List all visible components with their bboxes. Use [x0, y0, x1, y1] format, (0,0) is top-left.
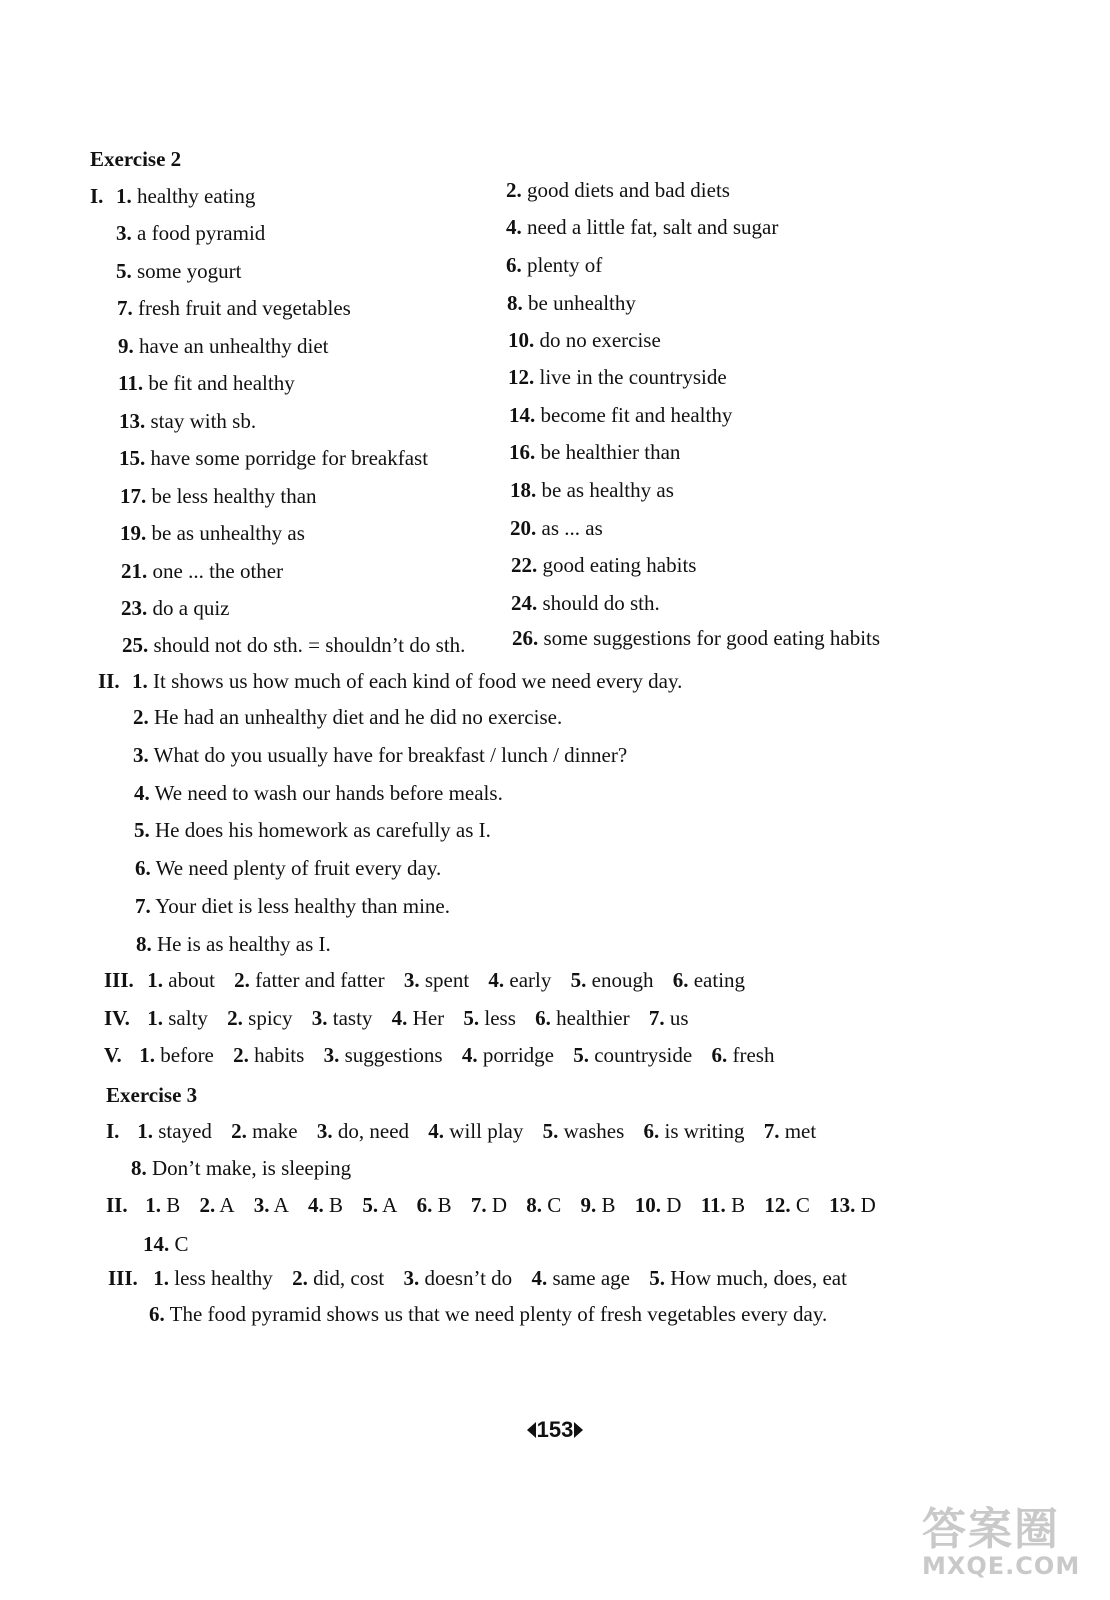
- item-text: enough: [591, 968, 654, 992]
- answer-line: [104, 1045, 774, 1066]
- inline-answer: [139, 1043, 214, 1067]
- inline-answer: [531, 1266, 630, 1290]
- item-text: should not do sth. = shouldn’t do sth.: [153, 633, 466, 657]
- inline-answer: [463, 1006, 516, 1030]
- answer-line: [134, 783, 503, 804]
- item-text: What do you usually have for breakfast / lunch / dinner?: [153, 743, 628, 767]
- item-text: B: [437, 1193, 452, 1217]
- inline-answer: [417, 1193, 452, 1217]
- item-text: porridge: [482, 1043, 554, 1067]
- section-label: III.: [104, 968, 134, 992]
- item-number: 2.: [199, 1193, 216, 1217]
- item-number: 2.: [231, 1119, 247, 1143]
- item-number: 2.: [233, 1043, 249, 1067]
- item-number: 14.: [143, 1232, 170, 1256]
- answer-line: [509, 442, 680, 463]
- section-label: IV.: [104, 1006, 130, 1030]
- item-number: 6.: [506, 253, 522, 277]
- item-number: 5.: [362, 1193, 379, 1217]
- answer-line: [121, 561, 283, 582]
- item-text: be as healthy as: [541, 478, 674, 502]
- answer-line: [90, 186, 255, 207]
- item-text: early: [509, 968, 552, 992]
- item-text: be fit and healthy: [148, 371, 295, 395]
- answer-line: [134, 820, 491, 841]
- item-number: 10.: [508, 328, 535, 352]
- item-number: 6.: [135, 856, 151, 880]
- inline-answer: [571, 968, 654, 992]
- item-text: have some porridge for breakfast: [150, 446, 429, 470]
- inline-answer: [324, 1043, 443, 1067]
- watermark-mark: 答案圈: [922, 1504, 1060, 1555]
- item-text: met: [784, 1119, 817, 1143]
- answer-line: [116, 261, 241, 282]
- item-number: 4.: [461, 1043, 478, 1067]
- item-number: 6.: [535, 1006, 551, 1030]
- item-text: washes: [563, 1119, 625, 1143]
- inline-answer: [428, 1119, 523, 1143]
- inline-answer: [153, 1266, 273, 1290]
- inline-answer: [317, 1119, 409, 1143]
- page-number: [0, 1417, 1110, 1443]
- answer-line: [117, 298, 351, 319]
- item-number: 6.: [643, 1119, 660, 1143]
- item-number: 10.: [634, 1193, 662, 1217]
- inline-answer: [200, 1193, 235, 1217]
- inline-answer: [644, 1119, 745, 1143]
- item-number: 21.: [121, 559, 148, 583]
- inline-answer: [649, 1266, 847, 1290]
- item-number: 23.: [121, 596, 148, 620]
- item-number: 16.: [509, 440, 536, 464]
- item-text: fresh: [732, 1043, 775, 1067]
- answer-line: [118, 336, 329, 357]
- item-text: spicy: [248, 1006, 293, 1030]
- item-number: 8.: [131, 1156, 147, 1180]
- item-text: healthier: [556, 1006, 630, 1030]
- inline-answer: [227, 1006, 292, 1030]
- item-number: 13.: [829, 1193, 856, 1217]
- inline-answer: [292, 1266, 384, 1290]
- item-number: 4.: [488, 968, 505, 992]
- item-text: The food pyramid shows us that we need plenty of fresh vegetables every day.: [169, 1302, 828, 1326]
- item-number: 5.: [573, 1043, 589, 1067]
- item-number: 5.: [570, 968, 587, 992]
- inline-answer: [145, 1193, 180, 1217]
- item-text: did, cost: [313, 1266, 385, 1290]
- item-number: 2.: [292, 1266, 308, 1290]
- item-number: 5.: [463, 1006, 480, 1030]
- inline-answer: [535, 1006, 629, 1030]
- answer-line: [106, 1121, 816, 1142]
- item-number: 11.: [118, 371, 144, 395]
- item-text: Don’t make, is sleeping: [152, 1156, 352, 1180]
- item-text: a food pyramid: [137, 221, 266, 245]
- item-text: B: [731, 1193, 746, 1217]
- item-text: be unhealthy: [528, 291, 636, 315]
- left-triangle-icon: [527, 1422, 536, 1438]
- answer-line: [506, 180, 730, 201]
- inline-answer: [581, 1193, 616, 1217]
- item-number: 7.: [470, 1193, 487, 1217]
- answer-line: [143, 1234, 189, 1255]
- item-number: 12.: [508, 365, 535, 389]
- inline-answer: [362, 1193, 397, 1217]
- item-text: Her: [412, 1006, 445, 1030]
- inline-answer: [471, 1193, 507, 1217]
- item-text: less healthy: [174, 1266, 273, 1290]
- inline-answer: [649, 1006, 689, 1030]
- item-text: He had an unhealthy diet and he did no exercise.: [154, 705, 563, 729]
- item-text: B: [601, 1193, 616, 1217]
- item-text: need a little fat, salt and sugar: [527, 215, 779, 239]
- item-text: habits: [254, 1043, 305, 1067]
- item-number: 22.: [511, 553, 538, 577]
- inline-answer: [147, 968, 215, 992]
- answer-line: [506, 217, 778, 238]
- answer-line: [511, 593, 660, 614]
- item-text: He is as healthy as I.: [157, 932, 331, 956]
- item-text: make: [252, 1119, 298, 1143]
- item-number: 5.: [116, 259, 132, 283]
- item-number: 12.: [764, 1193, 791, 1217]
- section-label: II.: [106, 1193, 128, 1217]
- item-text: some yogurt: [137, 259, 242, 283]
- inline-answer: [312, 1006, 373, 1030]
- item-number: 1.: [116, 184, 132, 208]
- item-text: D: [666, 1193, 682, 1217]
- inline-answer: [829, 1193, 876, 1217]
- item-text: fresh fruit and vegetables: [138, 296, 351, 320]
- item-number: 1.: [132, 669, 148, 693]
- answer-line: [131, 1158, 351, 1179]
- item-number: 1.: [147, 968, 163, 992]
- inline-answer: [462, 1043, 554, 1067]
- answer-line: [120, 523, 305, 544]
- inline-answer: [392, 1006, 444, 1030]
- answer-line: [108, 1268, 847, 1289]
- item-number: 14.: [509, 403, 536, 427]
- item-number: 18.: [510, 478, 537, 502]
- item-text: D: [491, 1193, 508, 1217]
- item-text: about: [168, 968, 215, 992]
- item-text: We need plenty of fruit every day.: [155, 856, 442, 880]
- item-text: be healthier than: [540, 440, 681, 464]
- section-label: I.: [90, 184, 104, 208]
- item-text: be as unhealthy as: [151, 521, 305, 545]
- answer-line: [135, 896, 450, 917]
- item-text: stay with sb.: [150, 409, 257, 433]
- answer-line: [121, 598, 229, 619]
- item-text: healthy eating: [137, 184, 256, 208]
- item-text: salty: [168, 1006, 208, 1030]
- answer-line: [136, 934, 331, 955]
- item-number: 7.: [135, 894, 151, 918]
- item-text: will play: [449, 1119, 524, 1143]
- item-text: plenty of: [527, 253, 603, 277]
- item-text: same age: [552, 1266, 630, 1290]
- item-text: should do sth.: [542, 591, 660, 615]
- item-number: 1.: [147, 1006, 163, 1030]
- item-number: 1.: [139, 1043, 155, 1067]
- item-number: 4.: [506, 215, 522, 239]
- answer-line: [510, 518, 603, 539]
- item-text: as ... as: [541, 516, 603, 540]
- item-text: countryside: [594, 1043, 693, 1067]
- item-text: How much, does, eat: [670, 1266, 847, 1290]
- answer-line: [118, 373, 295, 394]
- inline-answer: [526, 1193, 561, 1217]
- item-text: be less healthy than: [151, 484, 317, 508]
- item-text: good eating habits: [542, 553, 697, 577]
- item-text: us: [669, 1006, 689, 1030]
- item-text: D: [860, 1193, 876, 1217]
- item-text: do, need: [337, 1119, 410, 1143]
- section-label: III.: [108, 1266, 138, 1290]
- item-text: B: [329, 1193, 344, 1217]
- inline-answer: [308, 1193, 343, 1217]
- item-number: 5.: [649, 1266, 665, 1290]
- inline-answer: [543, 1119, 625, 1143]
- item-number: 3.: [133, 743, 149, 767]
- item-text: tasty: [332, 1006, 373, 1030]
- item-number: 19.: [120, 521, 147, 545]
- watermark-site: MXQE.COM: [922, 1552, 1081, 1580]
- item-text: become fit and healthy: [540, 403, 733, 427]
- inline-answer: [137, 1119, 212, 1143]
- item-text: do a quiz: [152, 596, 230, 620]
- inline-answer: [254, 1193, 289, 1217]
- item-text: have an unhealthy diet: [139, 334, 329, 358]
- inline-answer: [711, 1043, 774, 1067]
- item-number: 7.: [648, 1006, 665, 1030]
- item-number: 3.: [116, 221, 132, 245]
- inline-answer: [147, 1006, 208, 1030]
- item-number: 15.: [119, 446, 146, 470]
- right-triangle-icon: [574, 1422, 583, 1438]
- item-text: good diets and bad diets: [527, 178, 730, 202]
- item-number: 2.: [234, 968, 250, 992]
- item-text: fatter and fatter: [255, 968, 385, 992]
- inline-answer: [404, 968, 469, 992]
- answer-line: [119, 448, 428, 469]
- answer-line: [511, 555, 696, 576]
- item-number: 2.: [506, 178, 522, 202]
- item-number: 4.: [134, 781, 150, 805]
- item-number: 5.: [542, 1119, 559, 1143]
- answer-line: [98, 671, 682, 692]
- item-number: 9.: [118, 334, 134, 358]
- inline-answer: [701, 1193, 745, 1217]
- item-text: doesn’t do: [424, 1266, 513, 1290]
- answer-line: [512, 628, 880, 649]
- section-label: V.: [104, 1043, 122, 1067]
- inline-answer: [233, 1043, 304, 1067]
- inline-answer: [234, 968, 384, 992]
- item-number: 4.: [531, 1266, 548, 1290]
- item-number: 6.: [711, 1043, 728, 1067]
- item-text: A: [273, 1193, 289, 1217]
- answer-line: [119, 411, 256, 432]
- item-number: 9.: [580, 1193, 597, 1217]
- item-number: 1.: [137, 1119, 153, 1143]
- answer-line: [104, 1008, 689, 1029]
- item-number: 8.: [136, 932, 152, 956]
- answer-line: [135, 858, 441, 879]
- item-text: C: [547, 1193, 562, 1217]
- item-text: some suggestions for good eating habits: [543, 626, 881, 650]
- answer-line: [106, 1195, 876, 1216]
- exercise-2-heading: Exercise 2: [90, 147, 182, 171]
- answer-line: [122, 635, 465, 656]
- inline-answer: [403, 1266, 512, 1290]
- item-number: 3.: [311, 1006, 328, 1030]
- answer-line: [509, 405, 732, 426]
- item-number: 24.: [511, 591, 538, 615]
- item-number: 1.: [153, 1266, 169, 1290]
- item-text: B: [166, 1193, 181, 1217]
- item-text: A: [382, 1193, 398, 1217]
- item-text: live in the countryside: [539, 365, 727, 389]
- item-number: 8.: [526, 1193, 543, 1217]
- inline-answer: [764, 1193, 810, 1217]
- item-number: 3.: [253, 1193, 270, 1217]
- item-text: C: [174, 1232, 189, 1256]
- item-number: 5.: [134, 818, 150, 842]
- item-number: 4.: [308, 1193, 324, 1217]
- item-number: 25.: [122, 633, 149, 657]
- inline-answer: [673, 968, 745, 992]
- answer-line: [133, 707, 562, 728]
- item-number: 26.: [512, 626, 539, 650]
- item-text: suggestions: [344, 1043, 443, 1067]
- inline-answer: [231, 1119, 297, 1143]
- answer-line: [508, 330, 661, 351]
- item-number: 4.: [391, 1006, 408, 1030]
- answer-line: [133, 745, 627, 766]
- inline-answer: [635, 1193, 682, 1217]
- item-text: before: [160, 1043, 214, 1067]
- item-number: 3.: [316, 1119, 333, 1143]
- item-number: 2.: [227, 1006, 243, 1030]
- item-text: We need to wash our hands before meals.: [154, 781, 503, 805]
- item-number: 8.: [507, 291, 523, 315]
- item-number: 3.: [403, 1266, 420, 1290]
- item-number: 11.: [700, 1193, 726, 1217]
- item-number: 7.: [763, 1119, 780, 1143]
- item-text: stayed: [158, 1119, 212, 1143]
- item-text: spent: [424, 968, 470, 992]
- item-text: do no exercise: [539, 328, 661, 352]
- item-number: 2.: [133, 705, 149, 729]
- item-text: He does his homework as carefully as I.: [155, 818, 491, 842]
- item-text: Your diet is less healthy than mine.: [155, 894, 450, 918]
- item-number: 17.: [120, 484, 147, 508]
- answer-line: [508, 367, 727, 388]
- item-number: 3.: [403, 968, 420, 992]
- item-text: C: [795, 1193, 810, 1217]
- answer-line: [510, 480, 674, 501]
- item-number: 4.: [428, 1119, 445, 1143]
- item-number: 13.: [119, 409, 146, 433]
- item-number: 7.: [117, 296, 133, 320]
- item-number: 6.: [416, 1193, 433, 1217]
- answer-line: [120, 486, 317, 507]
- exercise-3-heading: Exercise 3: [106, 1083, 198, 1107]
- section-label: I.: [106, 1119, 120, 1143]
- answer-line: [116, 223, 265, 244]
- answer-line: [149, 1304, 827, 1325]
- item-number: 1.: [145, 1193, 161, 1217]
- watermark-logo: [922, 1504, 1092, 1588]
- item-number: 6.: [672, 968, 689, 992]
- answer-line: [506, 255, 602, 276]
- item-text: one ... the other: [152, 559, 284, 583]
- item-number: 3.: [323, 1043, 340, 1067]
- item-number: 6.: [149, 1302, 165, 1326]
- page-number-value: 153: [536, 1417, 574, 1442]
- answer-line: [104, 970, 745, 991]
- item-number: 20.: [510, 516, 537, 540]
- inline-answer: [764, 1119, 817, 1143]
- item-text: less: [484, 1006, 516, 1030]
- item-text: eating: [693, 968, 746, 992]
- inline-answer: [488, 968, 551, 992]
- answer-line: [507, 293, 636, 314]
- item-text: is writing: [664, 1119, 745, 1143]
- item-text: It shows us how much of each kind of food we need every day.: [153, 669, 683, 693]
- inline-answer: [573, 1043, 692, 1067]
- section-label: II.: [98, 669, 120, 693]
- item-text: A: [219, 1193, 235, 1217]
